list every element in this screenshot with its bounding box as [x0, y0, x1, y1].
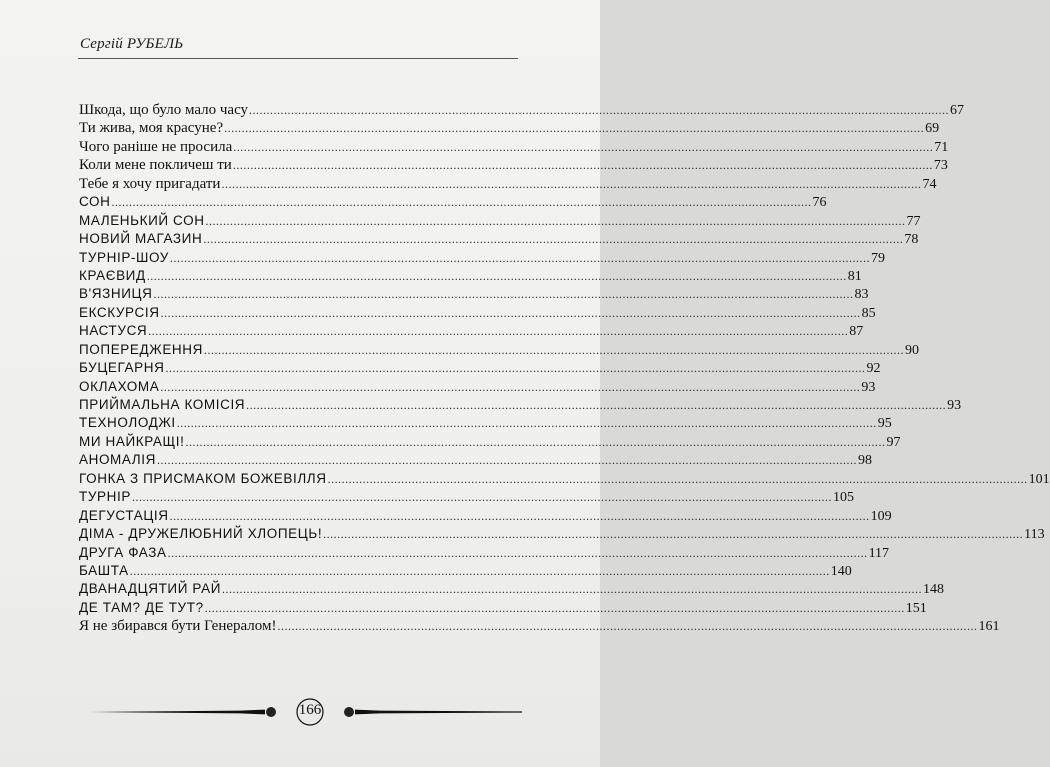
toc-entry-page: 69 — [925, 121, 940, 137]
toc-dot-leader: ........................................................................................................................................................................................................ — [185, 434, 886, 449]
toc-entry-title: Ти жива, моя красуне? — [79, 120, 224, 137]
toc-entry — [79, 580, 944, 598]
toc-entry-title: Тебе я хочу пригадати — [79, 175, 221, 192]
toc-dot-leader: ........................................................................................................................................................................................................ — [246, 398, 947, 412]
toc-entry — [79, 470, 1050, 488]
toc-entry-page: 90 — [904, 342, 919, 358]
toc-entry-page: 105 — [832, 490, 854, 506]
toc-entry-page: 76 — [812, 195, 827, 211]
toc-entry-page: 95 — [877, 416, 892, 432]
toc-entry — [79, 359, 881, 377]
toc-entry-page: 93 — [947, 398, 962, 413]
toc-entry — [79, 544, 890, 562]
toc-entry — [79, 249, 885, 267]
toc-entry-title: Я не збирався бути Генералом! — [79, 618, 277, 635]
toc-entry — [79, 378, 876, 396]
toc-entry-title: КРАЄВИД — [79, 267, 146, 283]
toc-entry-title: Коли мене покличеш ти — [79, 157, 232, 174]
toc-entry-title: НОВИЙ МАГАЗИН — [79, 231, 203, 247]
toc-entry-title: МАЛЕНЬКИЙ СОН — [79, 212, 205, 228]
toc-entry — [79, 138, 949, 156]
toc-dot-leader: ........................................................................................................................................................................................................ — [327, 471, 1028, 486]
toc-entry-title: ЕКСКУРСІЯ — [79, 304, 160, 320]
toc-dot-leader: ........................................................................................................................................................................................................ — [205, 213, 906, 228]
toc-entry-title: ДІМА - ДРУЖЕЛЮБНИЙ ХЛОПЕЦЬ! — [79, 526, 323, 542]
toc-entry-page: 109 — [870, 508, 892, 524]
toc-dot-leader: ........................................................................................................................................................................................................ — [167, 545, 868, 560]
toc-dot-leader: ........................................................................................................................................................................................................ — [165, 361, 866, 376]
toc-entry-title: АНОМАЛІЯ — [79, 452, 156, 468]
toc-entry-title: ТУРНІР-ШОУ — [79, 249, 169, 265]
toc-dot-leader: ........................................................................................................................................................................................................ — [203, 342, 904, 357]
toc-entry-title: ДЕ ТАМ? ДЕ ТУТ? — [79, 599, 204, 615]
toc-entry-title: МИ НАЙКРАЩІ! — [79, 433, 185, 449]
toc-dot-leader: ........................................................................................................................................................................................................ — [131, 490, 832, 505]
toc-entry-page: 85 — [861, 305, 876, 321]
toc-entry-page: 117 — [868, 545, 890, 561]
toc-dot-leader: ........................................................................................................................................................................................................ — [160, 305, 861, 320]
toc-entry-page: 92 — [866, 361, 881, 377]
toc-entry — [79, 617, 1000, 635]
toc-entry — [79, 175, 937, 193]
toc-entry-page: 161 — [978, 619, 1000, 635]
toc-entry — [79, 507, 892, 525]
toc-entry-title: ГОНКА З ПРИСМАКОМ БОЖЕВІЛЛЯ — [79, 470, 327, 486]
toc-entry — [79, 101, 965, 119]
toc-entry-title: ДВАНАДЦЯТИЙ РАЙ — [79, 581, 221, 597]
toc-entry-title: ТУРНІР — [79, 489, 131, 505]
toc-dot-leader: ........................................................................................................................................................................................................ — [222, 582, 922, 597]
toc-entry-page: 97 — [886, 434, 901, 450]
toc-dot-leader: ........................................................................................................................................................................................................ — [233, 139, 934, 154]
header-author: Сергій РУБЕЛЬ — [80, 36, 184, 52]
toc-entry-title: Шкода, що було мало часу — [79, 102, 249, 118]
toc-dot-leader: ........................................................................................................................................................................................................ — [111, 195, 812, 210]
toc-entry — [79, 451, 872, 469]
toc-entry-page: 101 — [1028, 471, 1050, 487]
toc-entry — [79, 156, 948, 174]
toc-entry-page: 140 — [830, 563, 852, 579]
toc-entry-page: 77 — [906, 213, 921, 229]
toc-entry-title: БАШТА — [79, 562, 129, 578]
toc-dot-leader: ........................................................................................................................................................................................................ — [176, 416, 877, 431]
toc-entry — [79, 414, 892, 432]
toc-dot-leader: ........................................................................................................................................................................................................ — [160, 379, 861, 394]
toc-entry-page: 73 — [933, 158, 948, 174]
toc-entry — [79, 562, 852, 580]
toc-entry-page: 98 — [857, 453, 872, 469]
toc-dot-leader: ........................................................................................................................................................................................................ — [153, 287, 854, 302]
toc-dot-leader: ........................................................................................................................................................................................................ — [249, 103, 950, 117]
toc-entry — [79, 119, 940, 137]
toc-dot-leader: ........................................................................................................................................................................................................ — [156, 453, 857, 468]
table-of-contents — [79, 101, 1050, 636]
toc-entry-title: ПРИЙМАЛЬНА КОМІСІЯ — [79, 397, 246, 412]
toc-entry — [79, 396, 962, 414]
toc-entry-page: 71 — [934, 139, 949, 155]
toc-entry-title: ДЕГУСТАЦІЯ — [79, 507, 169, 523]
toc-entry — [79, 285, 869, 303]
toc-entry — [79, 322, 864, 340]
toc-entry-title: ОКЛАХОМА — [79, 378, 160, 394]
toc-entry-page: 81 — [847, 268, 862, 284]
toc-entry-page: 93 — [861, 379, 876, 395]
toc-dot-leader: ........................................................................................................................................................................................................ — [146, 268, 847, 283]
toc-entry-page: 67 — [950, 103, 965, 118]
toc-dot-leader: ........................................................................................................................................................................................................ — [148, 324, 849, 339]
toc-entry — [79, 433, 901, 451]
toc-dot-leader: ........................................................................................................................................................................................................ — [169, 250, 870, 265]
toc-entry-page: 78 — [904, 232, 919, 248]
toc-dot-leader: ........................................................................................................................................................................................................ — [129, 563, 830, 578]
toc-entry — [79, 267, 862, 285]
toc-entry-title: СОН — [79, 194, 111, 210]
toc-dot-leader: ........................................................................................................................................................................................................ — [203, 232, 904, 247]
toc-entry — [79, 599, 927, 617]
toc-entry-page: 151 — [905, 600, 927, 616]
toc-dot-leader: ........................................................................................................................................................................................................ — [232, 158, 933, 173]
toc-entry-title: В'ЯЗНИЦЯ — [79, 286, 153, 302]
toc-dot-leader: ........................................................................................................................................................................................................ — [169, 508, 870, 523]
toc-entry-page: 113 — [1024, 527, 1045, 543]
page-number: 166 — [298, 702, 322, 718]
toc-entry — [79, 230, 919, 248]
toc-entry-title: НАСТУСЯ — [79, 323, 148, 339]
toc-entry-page: 74 — [922, 176, 937, 192]
toc-dot-leader: ........................................................................................................................................................................................................ — [224, 121, 925, 136]
toc-entry — [79, 304, 876, 322]
toc-entry-title: БУЦЕГАРНЯ — [79, 360, 165, 376]
page-footer — [90, 696, 522, 726]
toc-entry-page: 87 — [849, 324, 864, 340]
toc-entry — [79, 341, 919, 359]
toc-entry-page: 79 — [870, 250, 885, 266]
toc-entry-title: Чого раніше не просила — [79, 138, 233, 155]
toc-entry — [79, 488, 854, 506]
toc-entry — [79, 193, 827, 211]
toc-entry — [79, 525, 1045, 543]
running-header — [78, 34, 518, 59]
toc-dot-leader: ........................................................................................................................................................................................................ — [277, 619, 978, 634]
toc-dot-leader: ........................................................................................................................................................................................................ — [204, 600, 905, 615]
toc-entry-title: ПОПЕРЕДЖЕННЯ — [79, 341, 203, 357]
toc-dot-leader: ........................................................................................................................................................................................................ — [221, 176, 922, 191]
toc-entry-title: ТЕХНОЛОДЖІ — [79, 415, 176, 431]
toc-entry — [79, 212, 921, 230]
toc-entry-page: 148 — [923, 582, 944, 598]
toc-entry-title: ДРУГА ФАЗА — [79, 544, 167, 560]
toc-entry-page: 83 — [854, 287, 869, 303]
toc-dot-leader: ........................................................................................................................................................................................................ — [323, 527, 1024, 542]
